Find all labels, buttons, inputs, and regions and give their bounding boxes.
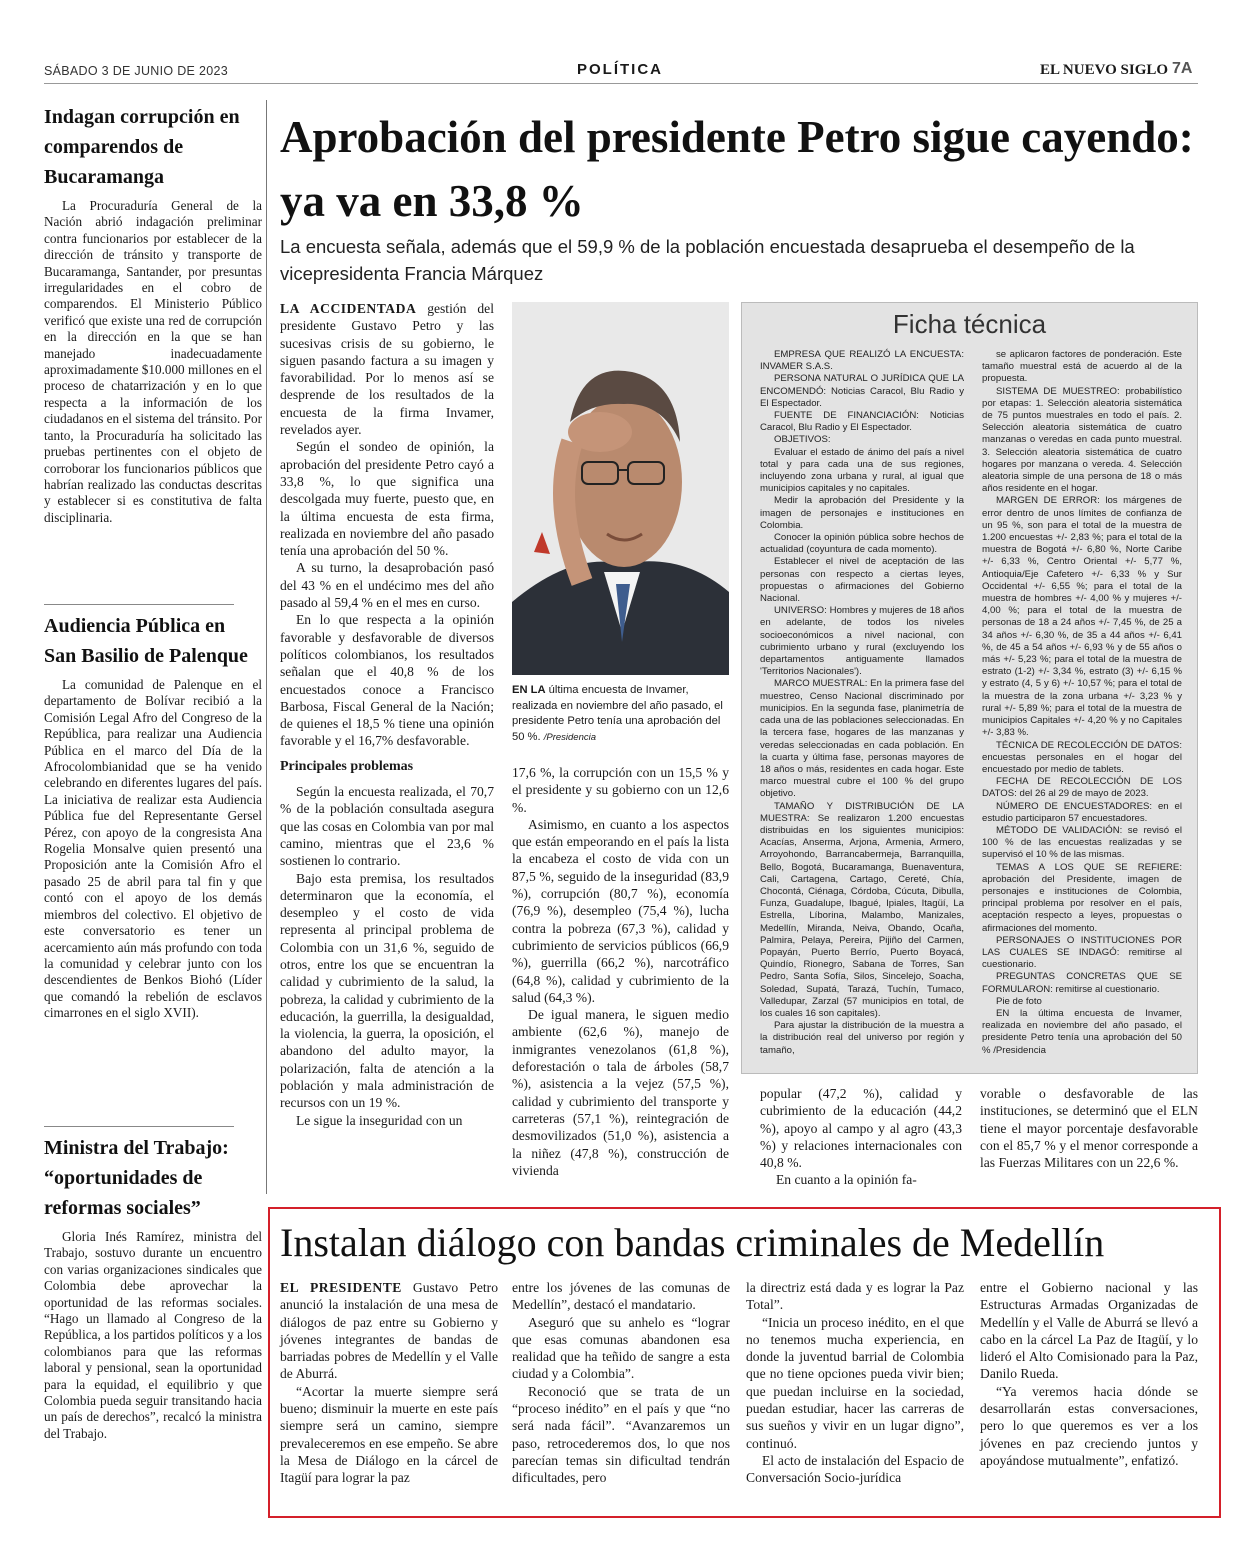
- second-column-4: [980, 1279, 1198, 1469]
- brief-headline: Indagan corrupción en comparendos de Bucaramanga: [44, 106, 240, 188]
- ficha-item: EMPRESA QUE REALIZÓ LA ENCUESTA: INVAMER S.A.S.: [760, 349, 964, 373]
- ficha-item: PERSONA NATURAL O JURÍDICA QUE LA ENCOMENDÓ: Noticias Caracol, Blu Radio y El Espectador.: [760, 373, 964, 409]
- ficha-item: UNIVERSO: Hombres y mujeres de 18 años en adelante, de todos los niveles socioeconómicos a nivel nacional, con cubrimiento urbano y rural (excluyendo los departamentos antiguamente llamados 'Territorios Nacionales').: [760, 605, 964, 678]
- brief-body: La comunidad de Palenque en el departamento de Bolívar recibió a la Comisión Legal Afro del Congreso de la República, para realizar una Audiencia Pública en el marco del Día de la Afrocolombianidad que se ha venido celebrando en diferentes lugares del país. La iniciativa de realizar esta Audiencia Pública fue del Representante Gersel Pérez, con apoyo de la congresista Ana Rogelia Monsalve quien presentó una Proposición ante la Comisión Afro el pasado 25 de abril para tal fin y que contó con el apoyo de los demás miembros del colectivo. El objetivo de este conversatorio es tener un acercamiento aún más profundo con toda la comunidad y celebrar junto con los descendientes de Benkos Biohó (Líder que comandó la rebelión de esclavos cimarrones en el siglo XVII).: [44, 677, 262, 1021]
- page-date: SÁBADO 3 DE JUNIO DE 2023: [44, 64, 228, 78]
- paragraph: A su turno, la desaprobación pasó del 43 % en el undécimo mes del año pasado al 59,4 % en el mes en curso.: [280, 560, 494, 611]
- brief-corrupcion: [44, 102, 262, 526]
- ficha-item: OBJETIVOS:: [774, 434, 831, 446]
- brief-headline: Audiencia Pública en San Basilio de Palenque: [44, 615, 248, 667]
- paragraph: EL PRESIDENTE Gustavo Petro anunció la instalación de una mesa de diálogos de paz entre su Gobierno y jóvenes integrantes de bandas de barriadas pobres de Medellín y el Valle de Aburrá.: [280, 1280, 498, 1382]
- photo-caption: EN LA última encuesta de Invamer, realizada en noviembre del año pasado, el presidente Petro tenía una aprobación del 50 %. /Presidencia: [512, 684, 723, 743]
- brief-divider: [44, 1126, 234, 1127]
- paragraph: “Inicia un proceso inédito, en el que no tenemos mucha experiencia, en donde la juventud barrial de Colombia que no tiene opciones pueda vivir bien; que puedan incluirse en la sociedad, puedan estudiar, hacer las carreras de sus sueños y vivir en un lugar digno”, continuó.: [746, 1314, 964, 1451]
- ficha-item: PERSONAJES O INSTITUCIONES POR LAS CUALES SE INDAGÓ: remitirse al cuestionario.: [982, 934, 1182, 971]
- ficha-item: Establecer el nivel de aceptación de las personas con respecto a ciertas leyes, propuestas o afirmaciones del Gobierno Nacional.: [760, 556, 964, 605]
- ficha-item: MARGEN DE ERROR: los márgenes de error dentro de unos límites de confianza de un 95 %, son para el total de la muestra de 1.200 encuestas +/- 2,83 %; para el total de la muestra de Bogotá +/- 6,80 %, Norte Caribe +/- 6,33 %, Centro Oriental +/- 5,77 %, Antioquia/Eje Cafetero +/- 6,33 % y Sur Occidental +/- 6,55 %; para el total de la muestra de hombres +/- 4,00 % y mujeres +/- 4,00 %; para el total de la muestra de personas de 18 a 24 años +/- 7,45 %, de 25 a 34 años +/- 6,30 %, de 35 a 44 años +/- 6,41 %, de 45 a 54 años +/- 6,93 % y de 55 años o más +/- 5,23 %; para el total de la muestra de estrato (1-2) +/- 3,34 %, estrato (3) +/- 6,15 % y estrato (4, 5 y 6) +/- 10,57 %; para el total de la muestra de la zona urbana +/- 3,23 % y rural +/- 5,89 %; para el total de la muestra de municipios Capitales +/- 4,20 % y no Capitales +/- 3,83 %.: [982, 495, 1182, 739]
- ficha-item: TAMAÑO Y DISTRIBUCIÓN DE LA MUESTRA: Se realizaron 1.200 encuestas distribuidas en los siguientes municipios: Acacías, Anserma, Arjona, Armenia, Armero, Arroyohondo, Barrancabermeja, Barranquilla, Bello, Bogotá, Bucaramanga, Buenaventura, Cali, Cartagena, Cartago, Cereté, Chía, Chocontá, Ciénaga, Córdoba, Cúcuta, Dibulla, Funza, Guadalupe, Ibagué, Ipiales, Itagüí, La Estrella, Líborina, Malambo, Manizales, Medellín, Miranda, Neiva, Obando, Ocaña, Palmira, Pelaya, Pereira, Pijiño del Carmen, Popayán, Puerto Berrío, Puerto Boyacá, Quindío, Rionegro, Sabana de Torres, San Pedro, Santa Sofía, Silos, Sincelejo, Soacha, Soledad, Supatá, Tarazá, Tuchín, Tumaco, Valledupar, Zarzal (57 municipios en total, de los cuales 16 son capitales).: [760, 800, 964, 1019]
- ficha-item: Conocer la opinión pública sobre hechos de actualidad (coyuntura de cada momento).: [760, 532, 964, 556]
- paragraph: 17,6 %, la corrupción con un 15,5 % y el presidente y su gobierno con un 12,6 %.: [512, 765, 729, 815]
- paragraph: “Ya veremos hacia dónde se desarrollarán estas conversaciones, pero lo que queremos es ver a los jóvenes en paz creciendo juntos y apoyándose mutualmente”, enfatizó.: [980, 1383, 1198, 1468]
- ficha-tecnica-box: [741, 302, 1198, 1074]
- paragraph: Le sigue la inseguridad con un: [296, 1112, 463, 1128]
- paragraph: Según la encuesta realizada, el 70,7 % de la población consultada asegura que las cosas en Colombia van por mal camino, mientras que el 23,6 % sostienen lo contrario.: [280, 784, 494, 869]
- second-column-2: [512, 1279, 730, 1487]
- ficha-item: Evaluar el estado de ánimo del país a nivel total y para cada una de sus regiones, incluyendo zona urbana y rural, al igual que municipios capitales y no capitales.: [760, 446, 964, 495]
- brief-headline: Ministra del Trabajo: “oportunidades de reformas sociales”: [44, 1137, 229, 1219]
- main-column-4: [980, 1085, 1198, 1171]
- ficha-item: MÉTODO DE VALIDACIÓN: se revisó el 100 % de las encuestas realizadas y se supervisó el 10 % de las mismas.: [982, 824, 1182, 861]
- ficha-item: TÉCNICA DE RECOLECCIÓN DE DATOS: encuestas personales en el hogar del encuestado por medio de tablets.: [982, 739, 1182, 775]
- paragraph: En cuanto a la opinión fa-: [776, 1172, 917, 1188]
- main-column-3: [760, 1085, 962, 1189]
- photo-credit: /Presidencia: [543, 731, 596, 743]
- paragraph: De igual manera, le siguen medio ambiente (62,6 %), manejo de inmigrantes venezolanos (61,8 %), deforestación o tala de árboles (58,7 %), asistencia a la vejez (57,5 %), calidad y cubrimiento del transporte y carreteras (57,1 %), reintegración de desmovilizados (51,0 %), asistencia a la niñez (47,8 %), construcción de vivienda: [512, 1007, 729, 1178]
- column-divider: [266, 100, 267, 1194]
- paragraph: El acto de instalación del Espacio de Conversación Socio-jurídica: [746, 1452, 964, 1486]
- ficha-column-right: [982, 349, 1182, 1057]
- ficha-column-left: [760, 349, 964, 1057]
- paragraph: Aseguró que su anhelo es “lograr que esas comunas abandonen esa realidad que ha teñido de sangre a esta ciudad y a Colombia”.: [512, 1314, 730, 1382]
- ficha-item: Pie de foto: [996, 995, 1042, 1007]
- ficha-item: MARCO MUESTRAL: En la primera fase del muestreo, Censo Nacional discriminado por municipios. En la segunda fase, planimetría de cada una de las poblaciones seleccionadas. En la tercera fase, hogares de las manzanas y veredas seleccionadas en cada población. En la cuarta y última fase, personas mayores de 18 años o más, residentes en cada hogar. Este marco muestral cubre el 100 % del grupo objetivo.: [760, 678, 964, 800]
- lead-caps: LA ACCIDENTADA: [280, 301, 417, 316]
- paragraph: vorable o desfavorable de las instituciones, se determinó que el ELN tiene el mayor porcentaje desfavorable con el 85,7 % y el menor corresponde a las Fuerzas Militares con un 22,6 %.: [980, 1086, 1198, 1171]
- newspaper-brand: EL NUEVO SIGLO: [1040, 62, 1169, 78]
- ficha-item: NÚMERO DE ENCUESTADORES: en el estudio participaron 57 encuestadores.: [982, 800, 1182, 824]
- second-headline: Instalan diálogo con bandas criminales de Medellín: [280, 1220, 1105, 1265]
- paragraph: Reconoció que se trata de un “proceso inédito” en el país y que “no será nada fácil”. “Avanzaremos un paso, retrocederemos dos, lo que nos parecían temas sin dificultad tendrán dificultades, pero: [512, 1383, 730, 1486]
- masthead-rule: [44, 83, 1198, 84]
- main-column-2: [512, 764, 729, 1179]
- page-number: 7A: [1172, 60, 1193, 77]
- ficha-item: se aplicaron factores de ponderación. Este tamaño muestral está de acuerdo al de la propuesta.: [982, 349, 1182, 385]
- paragraph: Según el sondeo de opinión, la aprobación del presidente Petro cayó a 33,8 %, lo que significa una descolgada muy fuerte, puesto que, en la última encuesta de esta firma, realizada en noviembre del año pasado tenía una aprobación del 50 %.: [280, 439, 494, 559]
- paragraph: En lo que respecta a la opinión favorable y desfavorable de diversos políticos colombianos, los resultados señalan que el 40,8 % de los encuestados conoce a Francisco Barbosa, Fiscal General de la Nación; de quienes el 18,5 % tiene una opinión favorable y el 16,7% desfavorable.: [280, 612, 494, 749]
- ficha-item: TEMAS A LOS QUE SE REFIERE: aprobación del Presidente, imagen de personajes e instituciones de Colombia, principal problema por resolver en el país, aceptación respecto a leyes, propuestas o afirmaciones del momento.: [982, 861, 1182, 934]
- main-column-1: [280, 300, 494, 1129]
- paragraph: LA ACCIDENTADA gestión del presidente Gustavo Petro y las sucesivas crisis de su gobierno, le siguen pasando factura a su imagen y favorabilidad. Por lo menos así se desprende de los resultados de la encuesta de la firma Invamer, revelados ayer.: [280, 301, 494, 438]
- ficha-item: SISTEMA DE MUESTREO: probabilístico por etapas: 1. Selección aleatoria sistemática de 75 puntos muestrales en todo el país. 2. Selección aleatoria sistemática de cuatro manzanas o veredas en cada punto muestral. 3. Selección aleatoria sistemática de cuatro hogares por manzana o vereda. 4. Selección aleatoria simple de una persona de 18 o más años residente en el hogar.: [982, 385, 1182, 495]
- main-headline: Aprobación del presidente Petro sigue cayendo: ya va en 33,8 %: [280, 112, 1194, 226]
- paragraph: Bajo esta premisa, los resultados determinaron que la economía, el desempleo y el costo de vida representa al principal problema de Colombia con un 31,6 %, seguido de otros, entre los que se encuentran la calidad y cubrimiento de la salud, la pobreza, la calidad y cubrimiento de la educación, la guerrilla, la desigualdad, la violencia, la guerra, la oposición, el abandono del adulto mayor, la polarización, falta de atención a la población y mala administración de recursos con un 19 %.: [280, 870, 494, 1111]
- brief-ministra: [44, 1133, 262, 1442]
- brief-body: La Procuraduría General de la Nación abrió indagación preliminar contra funcionarios por establecer de la dirección de tránsito y transporte de Bucaramanga, Santander, por presuntas irregularidades en el cobro de comparendos. El Ministerio Público verificó que existe una red de corrupción en la dirección en la que se han manejado inadecuadamente aproximadamente $10.000 millones en el proceso de chatarrización y en lo que respecta a la información de los ciudadanos en el sistema del tránsito. Por tanto, la Procuraduría ha solicitado las pruebas pertinentes con el objeto de corroborar los funcionarios públicos que habrían realizado las conductas descritas y establecer si es constitutiva de falta disciplinaria.: [44, 198, 262, 525]
- paragraph: popular (47,2 %), calidad y cubrimiento de la educación (44,2 %), apoyo al campo y al agro (43,3 %) y relaciones internacionales con 40,8 %.: [760, 1086, 962, 1171]
- section-title: POLÍTICA: [577, 61, 663, 78]
- lead-caps: EL PRESIDENTE: [280, 1280, 402, 1295]
- paragraph: entre el Gobierno nacional y las Estructuras Armadas Organizadas de Medellín y el Valle de Aburrá se llevó a cabo en la cárcel La Paz de Itagüí, y lo lideró el Alto Comisionado para la Paz, Danilo Rueda.: [980, 1280, 1198, 1382]
- ficha-title: Ficha técnica: [892, 309, 1047, 339]
- paragraph: entre los jóvenes de las comunas de Medellín”, destacó el mandatario.: [512, 1280, 730, 1313]
- subheading: Principales problemas: [280, 758, 414, 774]
- ficha-item: Medir la aprobación del Presidente y la imagen de personajes e instituciones en Colombia.: [760, 495, 964, 531]
- main-deck: La encuesta señala, además que el 59,9 % de la población encuestada desaprueba el desempeño de la vicepresidenta Francia Márquez: [280, 236, 1135, 284]
- second-column-3: [746, 1279, 964, 1487]
- ficha-item: EN la última encuesta de Invamer, realizada en noviembre del año pasado, el presidente Petro tenía una aprobación del 50 % /Presidencia: [982, 1007, 1182, 1056]
- brief-body: Gloria Inés Ramírez, ministra del Trabajo, sostuvo durante un encuentro con varias organizaciones sindicales que Colombia debe aprovechar la oportunidad de las reformas sociales. “Hago un llamado al Congreso de la República, a los partidos políticos y a los colombianos para que las reformas laboral y pensional, sean la oportunidad para la equidad, el equilibrio y que Colombia pueda seguir transitando hacia un país de derechos”, recalcó la ministra del Trabajo.: [44, 1229, 262, 1441]
- ficha-item: PREGUNTAS CONCRETAS QUE SE FORMULARON: remitirse al cuestionario.: [982, 971, 1182, 995]
- brief-divider: [44, 604, 234, 605]
- paragraph: Asimismo, en cuanto a los aspectos que están empeorando en el país la lista la encabeza el costo de vida con un 87,5 %, seguido de la inseguridad (83,9 %), corrupción (80,7 %), economía (76,9 %), desempleo (75,4 %), lucha contra la pobreza (67,3 %), calidad y cubrimiento de servicios públicos (66,9 %), guerrilla (66,2 %), narcotráfico (64,8 %), calidad y cubrimiento de la salud (64,3 %).: [512, 816, 729, 1005]
- brief-palenque: [44, 611, 262, 1022]
- ficha-item: FUENTE DE FINANCIACIÓN: Noticias Caracol, Blu Radio y El Espectador.: [760, 410, 964, 434]
- ficha-item: Para ajustar la distribución de la muestra a la distribución real del universo por región y tamaño,: [760, 1020, 964, 1056]
- caption-lead: EN LA: [512, 684, 546, 696]
- paragraph: “Acortar la muerte siempre será bueno; disminuir la muerte en este país siempre será un camino, siempre prevaleceremos en ese empeño. Se abre la Mesa de Diálogo en la cárcel de Itagüí para lograr la paz: [280, 1383, 498, 1486]
- petro-photo: [512, 302, 729, 675]
- second-column-1: [280, 1279, 498, 1487]
- paragraph: la directriz está dada y es lograr la Paz Total”.: [746, 1280, 964, 1313]
- ficha-item: FECHA DE RECOLECCIÓN DE LOS DATOS: del 26 al 29 de mayo de 2023.: [982, 776, 1182, 800]
